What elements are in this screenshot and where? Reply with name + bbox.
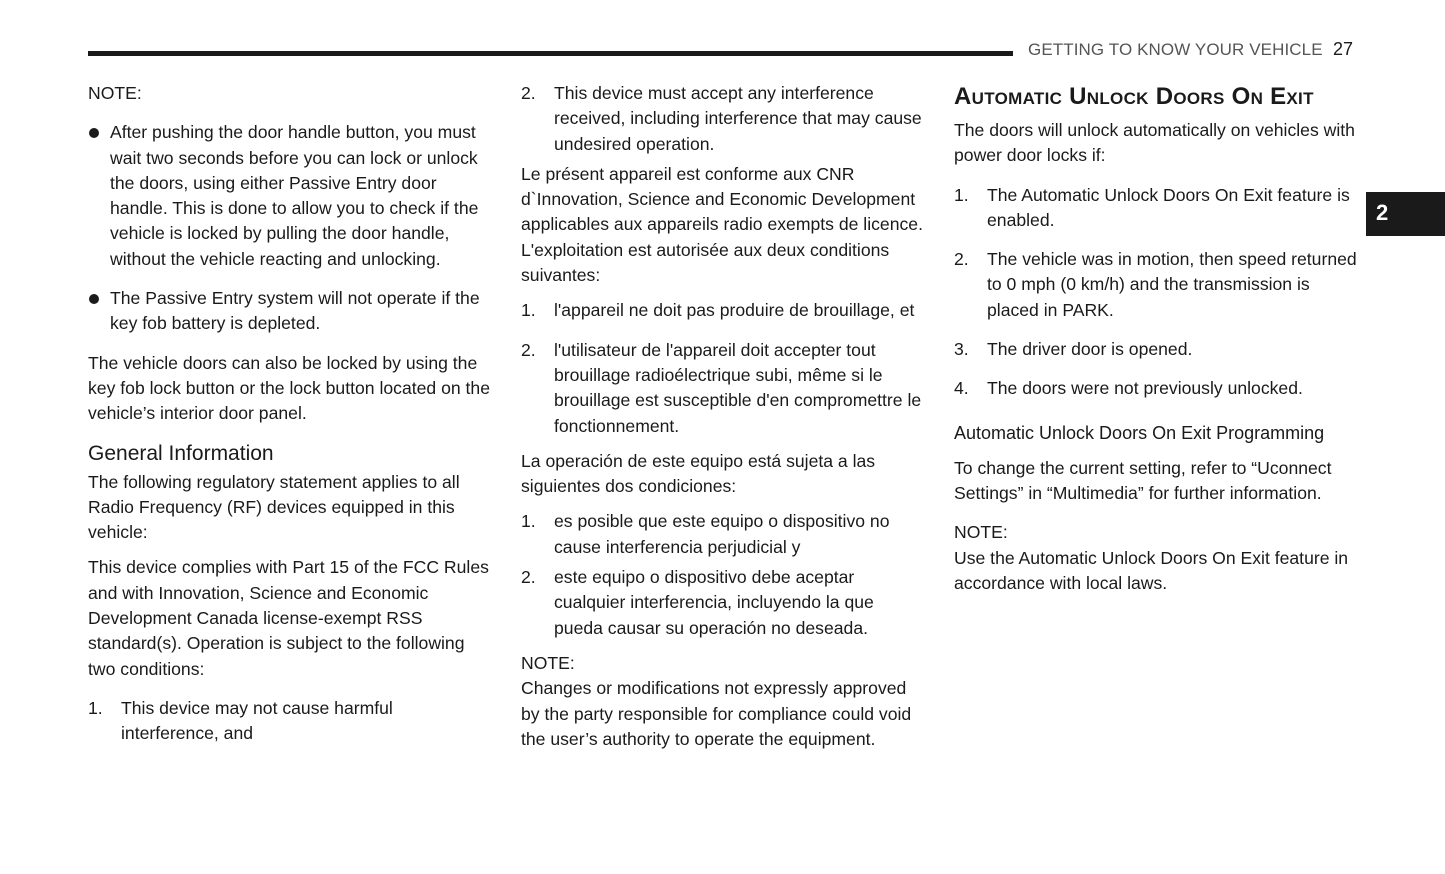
conditions-list bbox=[88, 696, 492, 747]
bullet-dot-icon bbox=[89, 294, 99, 304]
chapter-tab[interactable]: 2 bbox=[1366, 192, 1445, 236]
list-text: The doors were not previously unlocked. bbox=[987, 378, 1303, 399]
list-text: The Automatic Unlock Doors On Exit feature is enabled. bbox=[987, 184, 1350, 230]
bullet-item bbox=[88, 286, 492, 337]
list-item bbox=[521, 509, 925, 560]
list-item bbox=[954, 183, 1359, 234]
list-item bbox=[521, 565, 925, 641]
general-information-heading: General Information bbox=[88, 441, 274, 465]
list-number: 2. bbox=[521, 83, 536, 103]
french-conditions-list bbox=[521, 298, 925, 438]
note-label: NOTE: bbox=[88, 83, 142, 103]
list-text: The driver door is opened. bbox=[987, 339, 1193, 360]
list-number: 1. bbox=[88, 697, 103, 718]
list-item bbox=[521, 81, 925, 157]
page-number: 27 bbox=[1333, 39, 1354, 59]
list-number: 1. bbox=[521, 511, 536, 532]
header-rule bbox=[88, 51, 1013, 56]
spanish-conditions-list bbox=[521, 509, 925, 640]
list-text: este equipo o dispositivo debe aceptar cualquier interferencia, incluyendo la que pueda causar su operación no deseada. bbox=[554, 567, 874, 638]
section-title bbox=[954, 82, 1359, 112]
bullet-text: After pushing the door handle button, you must wait two seconds before you can lock or unlock the doors, using either Passive Entry door handle. This is done to allow you to check if the vehicle is locked by pulling the door handle, without the vehicle reacting and unlocking. bbox=[110, 122, 479, 269]
paragraph-regulatory: The following regulatory statement applies to all Radio Frequency (RF) devices equipped in this vehicle: bbox=[88, 471, 460, 543]
list-text: l'utilisateur de l'appareil doit accepter tout brouillage radioélectrique subi, même si le brouillage est susceptible d'en compromettre le fonctionnement. bbox=[554, 339, 922, 436]
list-text: This device may not cause harmful interference, and bbox=[121, 697, 393, 744]
column-right bbox=[954, 81, 1359, 596]
paragraph-lock-methods: The vehicle doors can also be locked by using the key fob lock button or the lock button located on the vehicle’s interior door panel. bbox=[88, 352, 490, 424]
list-number: 1. bbox=[954, 184, 969, 205]
list-number: 2. bbox=[521, 339, 536, 360]
list-number: 1. bbox=[521, 300, 536, 321]
list-text: This device must accept any interference received, including interference that may cause undesired operation. bbox=[554, 83, 922, 154]
list-number: 3. bbox=[954, 339, 969, 360]
list-number: 2. bbox=[954, 249, 969, 270]
programming-heading: Automatic Unlock Doors On Exit Programming bbox=[954, 422, 1325, 443]
note-text: Use the Automatic Unlock Doors On Exit feature in accordance with local laws. bbox=[954, 547, 1349, 593]
list-item bbox=[954, 337, 1359, 362]
list-number: 2. bbox=[521, 567, 536, 588]
list-text: l'appareil ne doit pas produire de brouillage, et bbox=[554, 300, 915, 321]
title-word: Exit bbox=[1270, 83, 1314, 110]
paragraph-spanish: La operación de este equipo está sujeta a las siguientes dos condiciones: bbox=[521, 450, 876, 497]
unlock-conditions-list bbox=[954, 183, 1359, 402]
note-bullet-list bbox=[88, 120, 492, 336]
paragraph-french: Le présent appareil est conforme aux CNR d`Innovation, Science and Economic Development applicables aux appareils radio exempts de licence. L'exploitation est autorisée aux deux conditions suivantes: bbox=[521, 163, 923, 286]
bullet-text: The Passive Entry system will not operate if the key fob battery is depleted. bbox=[110, 288, 480, 334]
running-header-section: GETTING TO KNOW YOUR VEHICLE bbox=[1028, 40, 1323, 59]
title-word: Automatic bbox=[954, 83, 1063, 110]
note-text: Changes or modifications not expressly approved by the party responsible for compliance could void the user’s authority to operate the equipment. bbox=[521, 678, 912, 749]
list-item bbox=[88, 696, 492, 747]
list-item bbox=[954, 247, 1359, 323]
intro-paragraph: The doors will unlock automatically on vehicles with power door locks if: bbox=[954, 120, 1355, 166]
list-item bbox=[954, 376, 1359, 401]
column-middle bbox=[521, 81, 925, 752]
list-text: The vehicle was in motion, then speed returned to 0 mph (0 km/h) and the transmission is placed in PARK. bbox=[987, 249, 1357, 320]
list-text: es posible que este equipo o dispositivo no cause interferencia perjudicial y bbox=[554, 511, 890, 557]
list-item bbox=[521, 298, 925, 323]
bullet-dot-icon bbox=[89, 128, 99, 138]
column-left bbox=[88, 81, 492, 747]
note-label: NOTE: bbox=[521, 652, 575, 673]
programming-paragraph: To change the current setting, refer to “Uconnect Settings” in “Multimedia” for further information. bbox=[954, 457, 1332, 503]
title-word: Unlock bbox=[1069, 83, 1149, 110]
title-word: On bbox=[1231, 83, 1264, 110]
title-word: Doors bbox=[1155, 83, 1225, 110]
list-item bbox=[521, 338, 925, 439]
bullet-item bbox=[88, 120, 492, 272]
list-number: 4. bbox=[954, 378, 969, 399]
conditions-list-continued bbox=[521, 81, 925, 157]
paragraph-fcc: This device complies with Part 15 of the FCC Rules and with Innovation, Science and Economic Development Canada license-exempt RSS standard(s). Operation is subject to the following two conditions: bbox=[88, 557, 489, 679]
note-label: NOTE: bbox=[954, 522, 1008, 543]
